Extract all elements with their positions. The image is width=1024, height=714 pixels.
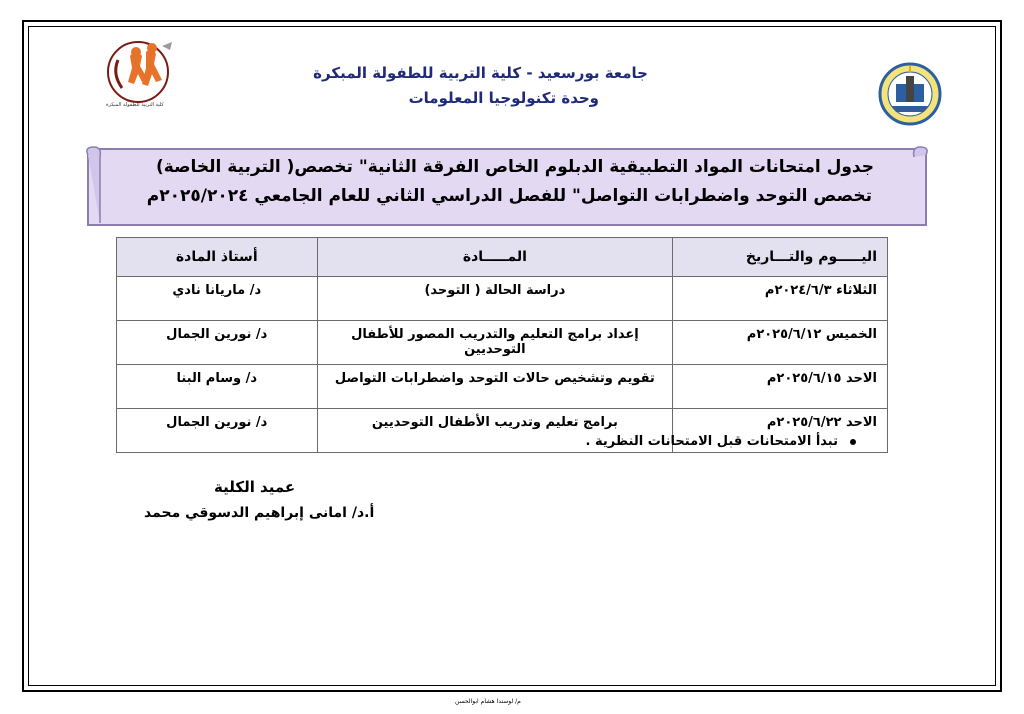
table-row <box>117 321 888 365</box>
bullet-icon <box>850 439 856 445</box>
footer-credit: م/ لوسندا هشام ابوالحسن <box>455 698 521 705</box>
college-logo <box>100 38 186 110</box>
table-row <box>117 365 888 409</box>
table-header-row <box>117 238 888 277</box>
banner-line-1: جدول امتحانات المواد التطبيقية الدبلوم الخاص الفرقة الثانية" تخصص( التربية الخاصة) <box>156 157 874 177</box>
header-date: اليـــــوم والتـــاريخ <box>673 238 888 277</box>
row-subject: برامج تعليم وتدريب الأطفال التوحديين <box>317 409 673 453</box>
banner-line-2: تخصص التوحد واضطرابات التواصل" للفصل الدراسي الثاني للعام الجامعي ٢٠٢٥/٢٠٢٤م <box>146 186 872 206</box>
unit-title: وحدة تكنولوجيا المعلومات <box>408 89 599 107</box>
exam-schedule-table <box>116 237 888 453</box>
row-subject: دراسة الحالة ( التوحد) <box>317 277 673 321</box>
table-row <box>117 277 888 321</box>
dean-name: أ.د/ امانى إبراهيم الدسوقي محمد <box>144 505 375 521</box>
row-professor: د/ نورين الجمال <box>117 321 318 365</box>
university-logo <box>872 62 948 126</box>
row-date: الاحد ٢٠٢٥/٦/١٥م <box>673 365 888 409</box>
row-professor: د/ ماريانا نادي <box>117 277 318 321</box>
exam-note-text: تبدأ الامتحانات قبل الامتحانات النظرية . <box>585 434 838 449</box>
college-logo-caption: كلية التربية للطفولة المبكرة <box>106 102 164 108</box>
header-professor: أستاذ المادة <box>117 238 318 277</box>
row-subject: تقويم وتشخيص حالات التوحد واضطرابات التواصل <box>317 365 673 409</box>
row-date: الاحد ٢٠٢٥/٦/٢٢م <box>673 409 888 453</box>
exam-note <box>586 434 856 449</box>
dean-title: عميد الكلية <box>214 478 296 496</box>
header-subject: المـــــادة <box>317 238 673 277</box>
row-date: الثلاثاء ٢٠٢٤/٦/٣م <box>673 277 888 321</box>
row-date: الخميس ٢٠٢٥/٦/١٢م <box>673 321 888 365</box>
university-title: جامعة بورسعيد - كلية التربية للطفولة المبكرة <box>313 64 648 82</box>
row-professor: د/ نورين الجمال <box>117 409 318 453</box>
row-professor: د/ وسام البنا <box>117 365 318 409</box>
row-subject: إعداد برامج التعليم والتدريب المصور للأطفال التوحديين <box>317 321 673 365</box>
